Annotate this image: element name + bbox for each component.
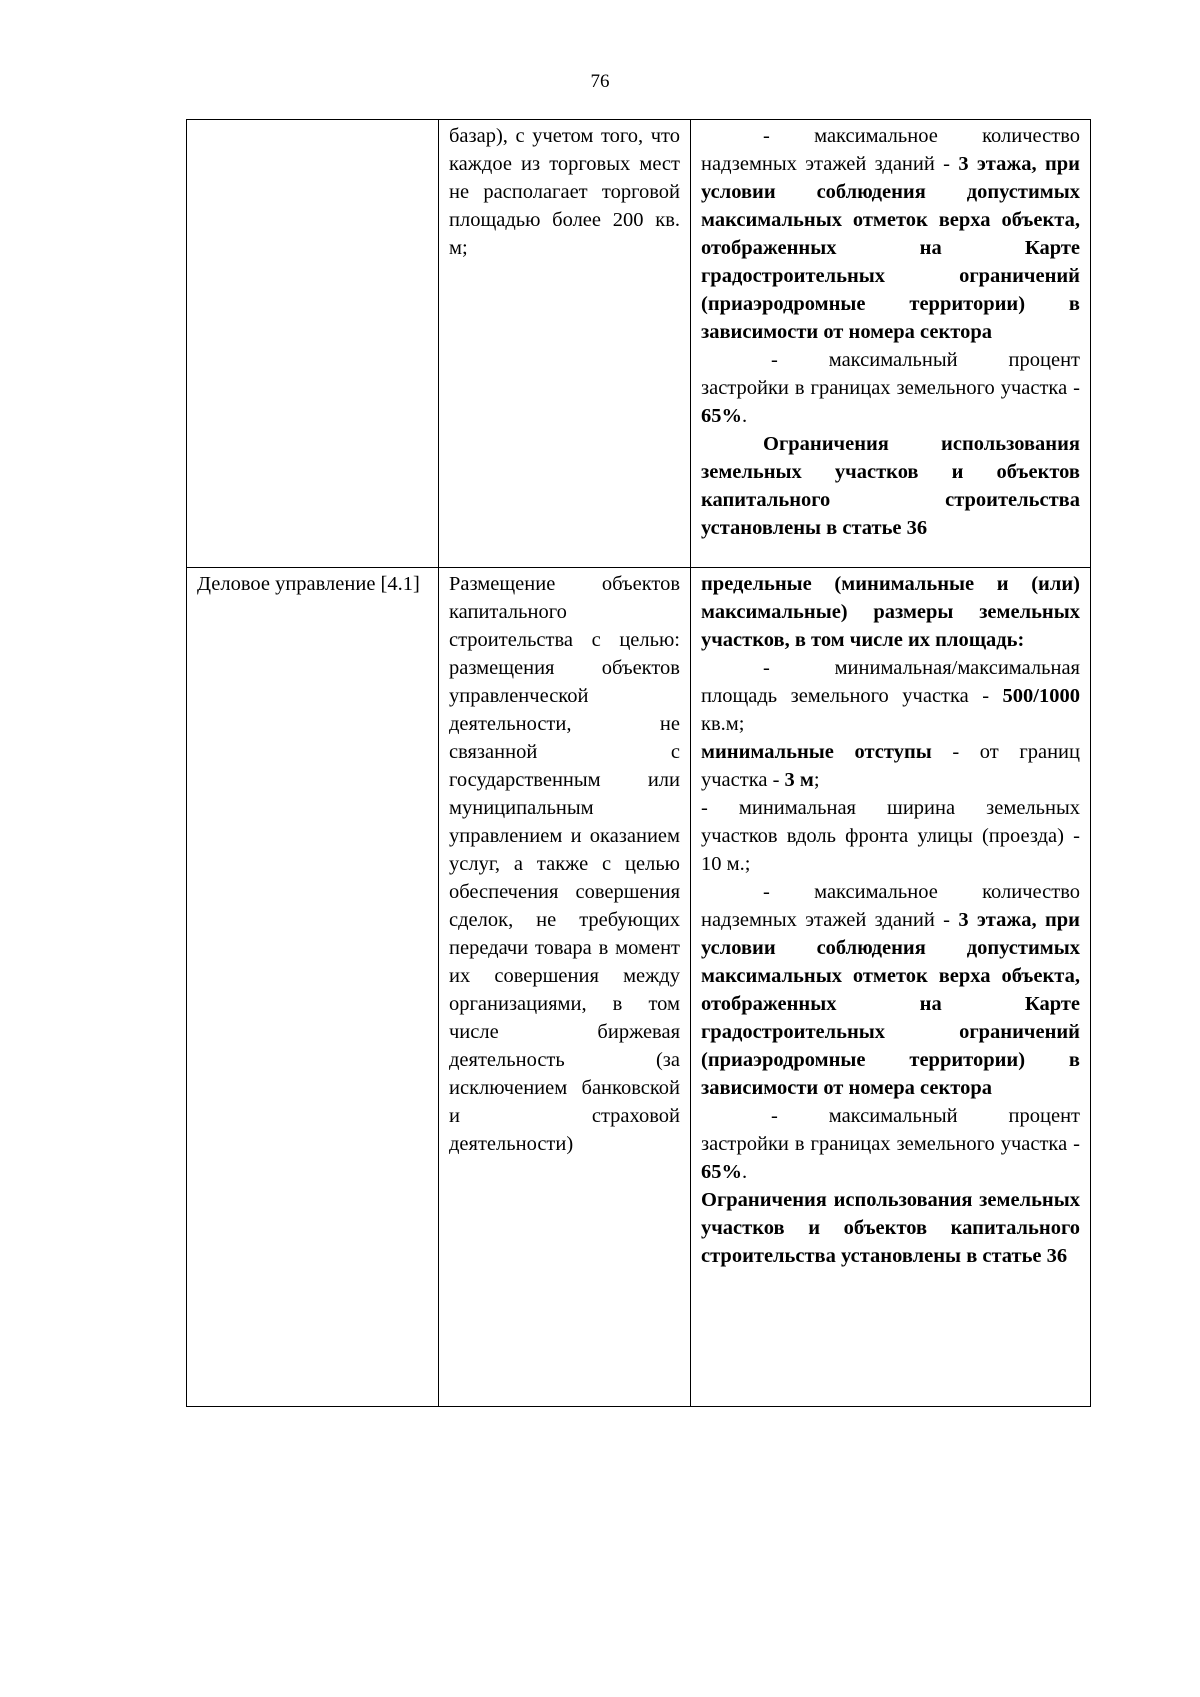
use-description-cell: базар), с учетом того, что каждое из торговых мест не располагает торговой площадью более 200 кв. м; (439, 120, 691, 568)
parameters-cell (691, 568, 1091, 1407)
use-description-cell: Размещение объектов капитального строительства с целью: размещения объектов управленческой деятельности, не связанной с государственным или муниципальным управлением и оказанием услуг, а также с целью обеспечения совершения сделок, не требующих передачи товара в момент их совершения между организациями, в том числе биржевая деятельность (за исключением банковской и страховой деятельности) (439, 568, 691, 1407)
restrictions-note: Ограничения использования земельных участков и объектов капитального строительства установлены в статье 36 (701, 433, 1080, 539)
restrictions-note: Ограничения использования земельных участков и объектов капитального строительства установлены в статье 36 (701, 1189, 1080, 1267)
regulations-table (186, 119, 1091, 1407)
coverage-param: - максимальный процент застройки в границах земельного участка - 65%. (701, 349, 1080, 427)
setback-param: минимальные отступы - от границ участка - 3 м; (701, 741, 1080, 791)
table-row (187, 120, 1091, 568)
parameters-cell (691, 120, 1091, 568)
page-number: 76 (590, 71, 610, 92)
area-param: - минимальная/максимальная площадь земельного участка - 500/1000 кв.м; (701, 657, 1080, 735)
max-floors-param: - максимальное количество надземных этажей зданий - 3 этажа, при условии соблюдения допустимых максимальных отметок верха объекта, отображенных на Карте градостроительных ограничений (приаэродромные территории) в зависимости от номера сектора (701, 881, 1080, 1099)
max-floors-param: - максимальное количество надземных этажей зданий - 3 этажа, при условии соблюдения допустимых максимальных отметок верха объекта, отображенных на Карте градостроительных ограничений (приаэродромные территории) в зависимости от номера сектора (701, 125, 1080, 343)
use-type-cell: Деловое управление [4.1] (187, 568, 439, 1407)
table-row (187, 568, 1091, 1407)
width-param: - минимальная ширина земельных участков вдоль фронта улицы (проезда) - 10 м.; (701, 797, 1080, 875)
coverage-param: - максимальный процент застройки в границах земельного участка - 65%. (701, 1105, 1080, 1183)
limits-heading: предельные (минимальные и (или) максимальные) размеры земельных участков, в том числе их площадь: (701, 573, 1080, 651)
use-type-cell (187, 120, 439, 568)
